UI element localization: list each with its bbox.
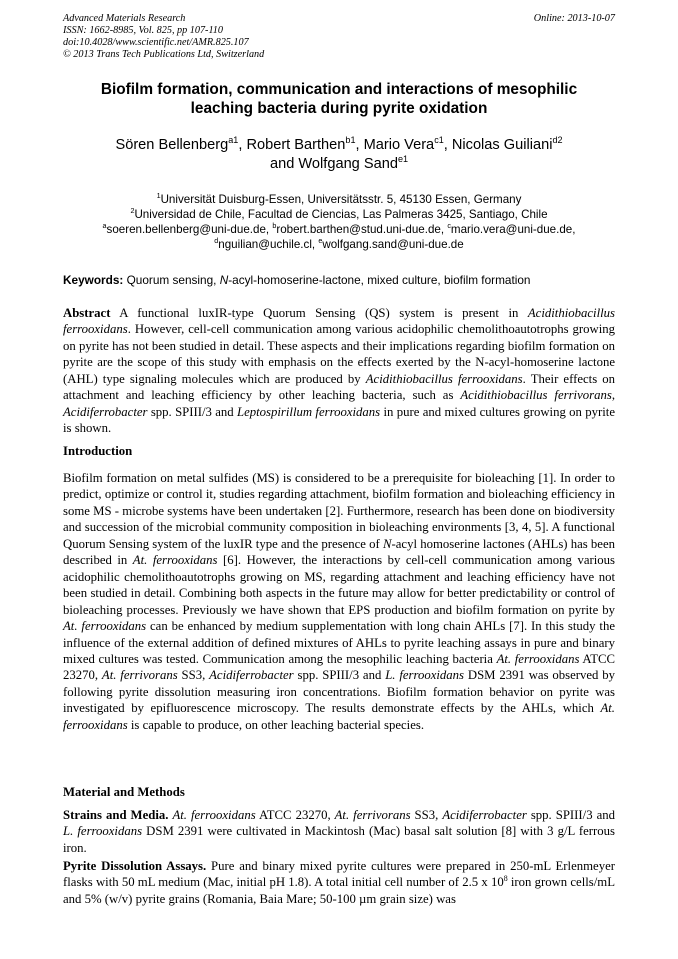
author-affil-mark: d2 bbox=[552, 135, 563, 146]
title-line-2: leaching bacteria during pyrite oxidation bbox=[190, 100, 488, 117]
email-link[interactable]: robert.barthen@stud.uni-due.de, bbox=[276, 223, 448, 236]
author-and: and bbox=[269, 156, 295, 172]
author-affil-mark: e1 bbox=[397, 154, 409, 165]
journal-header bbox=[63, 13, 615, 61]
journal-name: Advanced Materials Research bbox=[63, 13, 186, 24]
author-name: Nicolas Guiliani bbox=[451, 137, 553, 153]
author-affil-mark: b1 bbox=[345, 135, 356, 146]
affiliation-2: $^2$Universidad de Chile, Facultad de Ciencias, Las Palmeras 3425, Santiago, Chile bbox=[130, 206, 548, 221]
section-heading-methods: Material and Methods bbox=[63, 785, 185, 799]
email-link[interactable]: mario.vera@uni-due.de, bbox=[450, 223, 576, 236]
abstract-paragraph: Abstract A functional luxIR-type Quorum Sensing (QS) system is present in Acidithiobacillus ferrooxidans. However, cell-cell communication among various acidophilic chemolithoautotrophs growing on pyrite has not been studied in detail. These aspects and their implications regarding biofilm formation on pyrite are the scope of this study with emphasis on the effects exerted by the N-acyl-homoserine lactone (AHL) type signaling molecules which are produced by Acidithiobacillus ferrooxidans. Their effects on attachment and leaching efficiency by other leaching bacteria, such as Acidithiobacillus ferrivorans, Acidiferrobacter spp. SPIII/3 and Leptospirillum ferrooxidans in pure and mixed cultures growing on pyrite is shown. bbox=[63, 306, 615, 436]
online-date: Online: 2013-10-07 bbox=[533, 13, 615, 24]
email-line-1: $^a$soeren.bellenberg@uni-due.de, $^b$robert.barthen@stud.uni-due.de, $^c$mario.vera@uni-due.de, bbox=[102, 221, 576, 236]
author-affil-mark: a1 bbox=[228, 135, 239, 146]
title-line-1: Biofilm formation, communication and interactions of mesophilic bbox=[100, 81, 578, 98]
keywords-label: Keywords: bbox=[63, 273, 124, 287]
strains-label: Strains and Media. bbox=[63, 808, 169, 822]
section-heading-introduction: Introduction bbox=[63, 444, 133, 458]
strains-paragraph: Strains and Media. At. ferrooxidans ATCC 23270, At. ferrivorans SS3, Acidiferrobacter spp. SPIII/3 and L. ferrooxidans DSM 2391 were cultivated in Mackintosh (Mac) basal salt solution [8] with 3 g/L ferrous iron. bbox=[63, 808, 616, 855]
email-link[interactable]: wolfgang.sand@uni-due.de bbox=[322, 238, 464, 251]
email-link[interactable]: soeren.bellenberg@uni-due.de, bbox=[106, 223, 273, 236]
paper-title bbox=[63, 80, 615, 118]
author-name: Mario Vera bbox=[363, 137, 435, 153]
email-link[interactable]: nguilian@uchile.cl, bbox=[218, 238, 319, 251]
author-line-2 bbox=[63, 155, 615, 174]
pyrite-dissolution-paragraph: Pyrite Dissolution Assays. Pure and binary mixed pyrite cultures were prepared in 250-mL Erlenmeyer flasks with 50 mL medium (Mac, initial pH 1.8). A total initial cell number of 2.5 x $10^8$ iron grown cells/mL and 5% (w/v) pyrite grains (Romania, Baia Mare; 50-100 µm grain size) was bbox=[63, 859, 615, 906]
author-affil-mark: c1 bbox=[434, 135, 444, 146]
author-list bbox=[63, 136, 615, 174]
doi-line: doi:10.4028/www.scientific.net/AMR.825.107 bbox=[63, 37, 249, 48]
copyright-line: © 2013 Trans Tech Publications Ltd, Switzerland bbox=[63, 49, 265, 60]
author-name: Robert Barthen bbox=[246, 137, 346, 153]
pyrite-label: Pyrite Dissolution Assays. bbox=[63, 859, 207, 873]
affiliation-1: $^1$Universität Duisburg-Essen, Universitätsstr. 5, 45130 Essen, Germany bbox=[156, 191, 522, 206]
author-line-1: Sören Bellenberg$^{a1}$, Robert Barthen$^{b1}$, Mario Vera$^{c1}$, Nicolas Guiliani$^{d2}$ bbox=[115, 135, 563, 153]
introduction-paragraph: Biofilm formation on metal sulfides (MS) is considered to be a prerequisite for bioleaching [1]. In order to predict, optimize or control it, studies regarding attachment, biofilm formation and bioleaching efficiency in some MS - microbe systems have been undertaken [2]. Furthermore, research has been done on biodiversity and succession of the microbial community composition in bioleaching environments [3, 4, 5]. A functional Quorum Sensing system of the luxIR type and the presence of N-acyl homoserine lactones (AHLs) has been described in At. ferrooxidans [6]. However, the interactions by cell-cell communication among various acidophilic chemolithoautotrophs growing on MS, regarding attachment and leaching efficiency have not been studied in detail. Combining both aspects in the future may allow for better predictability or control of bioleaching processes. Previously we have shown that EPS production and biofilm formation on pyrite by At. ferrooxidans can be enhanced by medium supplementation with long chain AHLs [7]. In this study the influence of the external addition of defined mixtures of AHLs to pyrite leaching assays in pure and binary mixed cultures was tested. Communication among the mesophilic leaching bacteria At. ferrooxidans ATCC 23270, At. ferrivorans SS3, Acidiferrobacter spp. SPIII/3 and L. ferrooxidans DSM 2391 was observed by following pyrite dissolution measuring iron concentrations. Biofilm formation behavior on pyrite was investigated by epifluorescence microscopy. The results demonstrate effects by the AHLs, which At. ferrooxidans is capable to produce, on other leaching bacterial species. bbox=[63, 471, 616, 732]
email-line-2: $^d$nguilian@uchile.cl, $^e$wolfgang.sand@uni-due.de bbox=[214, 236, 464, 251]
keywords: Keywords: Quorum sensing, N-acyl-homoserine-lactone, mixed culture, biofilm formation bbox=[63, 273, 531, 287]
affiliations bbox=[63, 192, 615, 252]
issn-line: ISSN: 1662-8985, Vol. 825, pp 107-110 bbox=[63, 25, 223, 36]
author-name: Wolfgang Sand bbox=[298, 156, 398, 172]
abstract-label: Abstract bbox=[63, 306, 111, 320]
author-name: Sören Bellenberg bbox=[115, 137, 229, 153]
